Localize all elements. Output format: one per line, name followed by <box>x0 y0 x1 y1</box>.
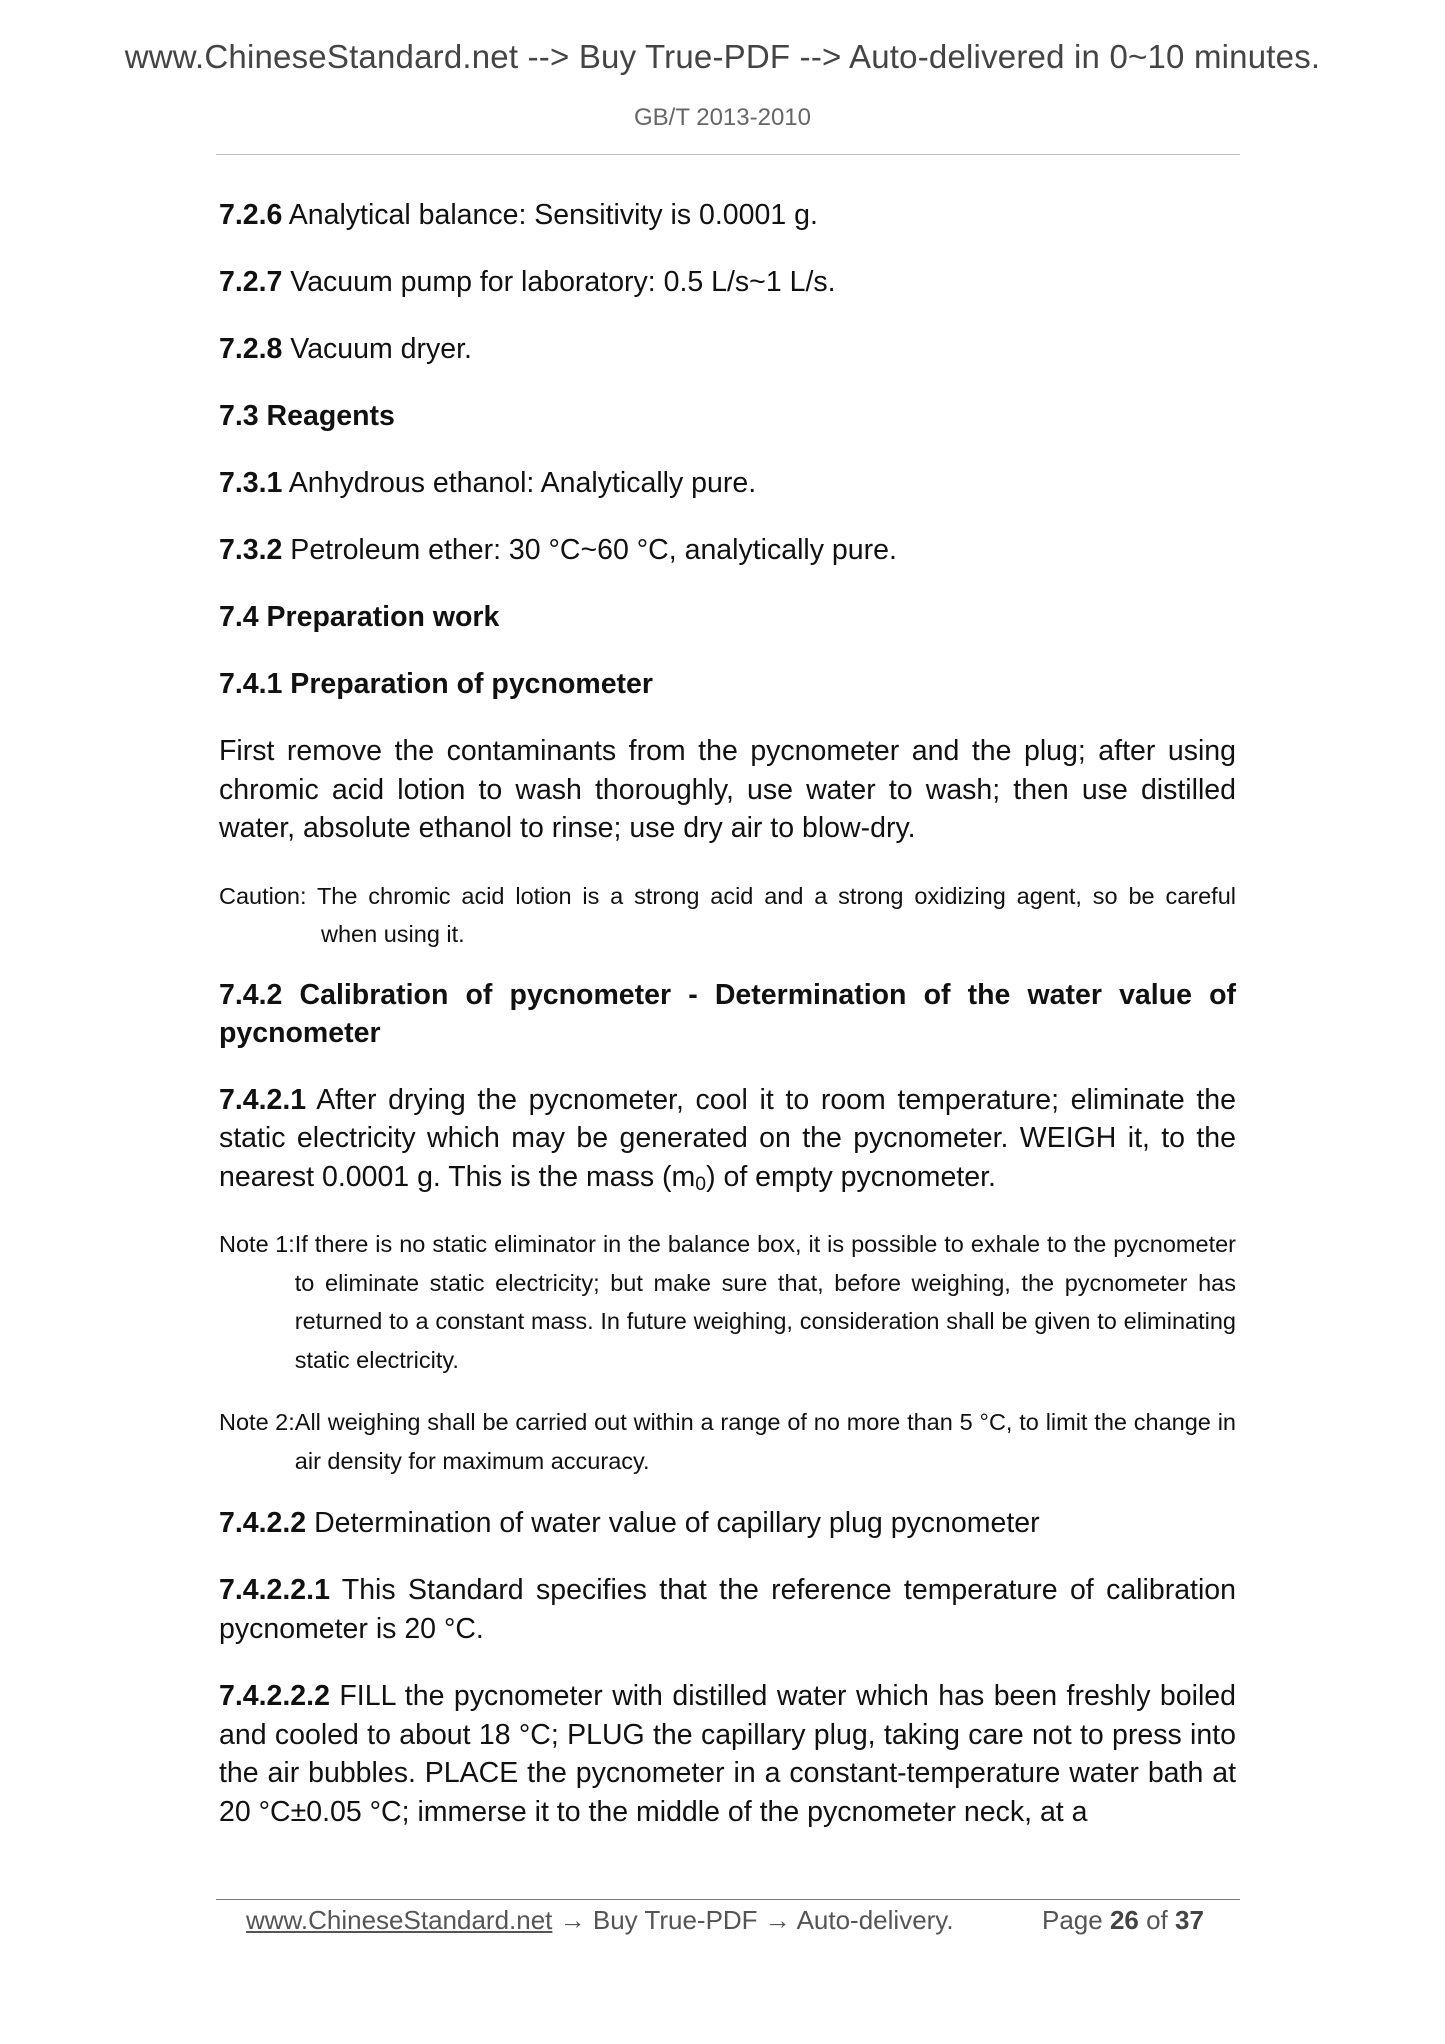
footer-divider <box>216 1899 1240 1900</box>
clause-7-2-6 <box>219 196 1236 234</box>
footer-site-link[interactable]: www.ChineseStandard.net <box>246 1905 553 1935</box>
total-pages: 37 <box>1175 1905 1204 1935</box>
note-1 <box>219 1225 1236 1379</box>
footer-tagline: → Buy True-PDF → Auto-delivery. <box>552 1905 954 1935</box>
note-2 <box>219 1403 1236 1480</box>
page-number: 26 <box>1109 1905 1139 1935</box>
heading-7-4-preparation-work: 7.4 Preparation work <box>219 601 500 633</box>
clause-7-3-2 <box>219 531 1236 569</box>
clause-number: 7.3.2 <box>219 534 283 566</box>
clause-number: 7.4.2.2 <box>219 1507 307 1539</box>
caution-note <box>219 877 1236 954</box>
heading-7-3-reagents: 7.3 Reagents <box>219 400 395 432</box>
top-banner[interactable]: www.ChineseStandard.net --> Buy True-PDF --> Auto-delivered in 0~10 minutes. <box>124 38 1321 75</box>
clause-number: 7.2.7 <box>219 266 283 298</box>
note-label: Note 1: <box>219 1231 295 1257</box>
clause-number: 7.4.2.2.2 <box>219 1680 330 1712</box>
caution-line-2: when using it. <box>321 921 465 947</box>
clause-text: Anhydrous ethanol: Analytically pure. <box>282 467 757 499</box>
clause-number: 7.4.2.2.1 <box>219 1574 330 1606</box>
clause-7-4-2-2 <box>219 1504 1236 1542</box>
note-text: If there is no static eliminator in the balance box, it is possible to exhale to the pycnometer to eliminate static electricity; but make sure that, before weighing, the pycnometer has returned to a constant mass. In future weighing, consideration shall be given to eliminating static electricity. <box>294 1231 1236 1373</box>
note-label: Note 2: <box>219 1409 295 1435</box>
header-divider <box>216 154 1240 155</box>
note-text: All weighing shall be carried out within a range of no more than 5 °C, to limit the change in air density for maximum accuracy. <box>294 1409 1236 1474</box>
clause-text-a: After drying the pycnometer, cool it to room temperature; eliminate the static electricity which may be generated on the pycnometer. WEIGH it, to the nearest 0.0001 g. This is the mass (m <box>219 1083 1236 1193</box>
footer-links <box>246 1905 954 1936</box>
document-code: GB/T 2013-2010 <box>633 104 811 131</box>
paragraph-7-4-1: First remove the contaminants from the pycnometer and the plug; after using chromic acid lotion to wash thoroughly, use water to wash; then use distilled water, absolute ethanol to rinse; use dry air to blow-dry. <box>219 735 1236 844</box>
clause-text: Vacuum dryer. <box>282 333 472 365</box>
clause-7-4-2-2-1 <box>219 1571 1236 1648</box>
clause-text: Vacuum pump for laboratory: 0.5 L/s~1 L/s. <box>282 266 836 298</box>
clause-text: Petroleum ether: 30 °C~60 °C, analytically pure. <box>282 534 897 566</box>
clause-7-2-7 <box>219 263 1236 301</box>
clause-number: 7.4.2.1 <box>219 1083 307 1116</box>
clause-7-4-2-2-2 <box>219 1677 1236 1831</box>
page-footer <box>0 1905 1445 1945</box>
clause-number: 7.3.1 <box>219 467 283 499</box>
of-word: of <box>1138 1905 1176 1935</box>
caution-line-1: Caution: The chromic acid lotion is a strong acid and a strong oxidizing agent, so be careful <box>219 882 1236 909</box>
page-counter <box>1042 1905 1204 1936</box>
clause-text-b: ) of empty pycnometer. <box>706 1160 996 1193</box>
clause-number: 7.2.8 <box>219 333 283 365</box>
heading-7-4-1-preparation-of-pycnometer: 7.4.1 Preparation of pycnometer <box>219 668 653 700</box>
clause-7-2-8 <box>219 330 1236 368</box>
clause-7-3-1 <box>219 464 1236 502</box>
clause-text: FILL the pycnometer with distilled water which has been freshly boiled and cooled to about 18 °C; PLUG the capillary plug, taking care not to press into the air bubbles. PLACE the pycnometer in a constant-temperature water bath at 20 °C±0.05 °C; immerse it to the middle of the pycnometer neck, at a <box>219 1680 1236 1828</box>
clause-text: This Standard specifies that the reference temperature of calibration pycnometer is 20 °C. <box>219 1574 1236 1645</box>
clause-text: Determination of water value of capillary plug pycnometer <box>306 1507 1040 1539</box>
clause-number: 7.2.6 <box>219 199 283 231</box>
subscript-zero: 0 <box>695 1172 707 1195</box>
clause-7-4-2-1 <box>219 1081 1236 1197</box>
clause-text: Analytical balance: Sensitivity is 0.0001 g. <box>282 199 818 231</box>
document-body <box>219 196 1236 1860</box>
heading-7-4-2-calibration: 7.4.2 Calibration of pycnometer - Determination of the water value of pycnometer <box>219 978 1236 1049</box>
page-word: Page <box>1042 1905 1110 1935</box>
